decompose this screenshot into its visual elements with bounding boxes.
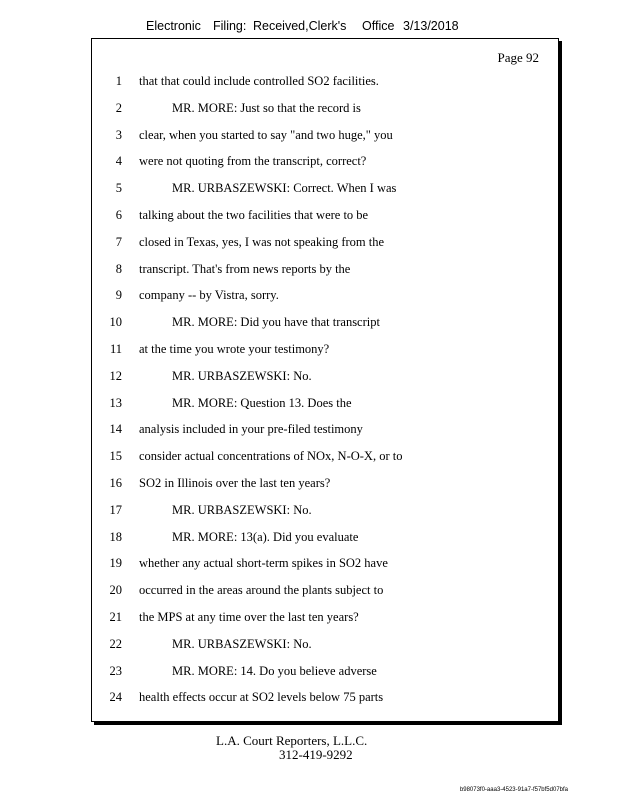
- line-text: MR. MORE: Question 13. Does the: [172, 395, 352, 410]
- line-number: 8: [115, 261, 122, 276]
- header-electronic: Electronic: [146, 19, 201, 33]
- line-text: closed in Texas, yes, I was not speaking from the: [139, 234, 385, 249]
- line-number: 22: [109, 636, 122, 651]
- line-text: MR. URBASZEWSKI: No.: [172, 636, 312, 651]
- transcript-line: [92, 556, 558, 574]
- transcript-line: [92, 476, 558, 494]
- transcript-line: [92, 181, 558, 199]
- line-number: 19: [109, 556, 122, 571]
- page-number: Page 92: [497, 50, 539, 65]
- document-id: b98073f0-aaa3-4523-91a7-f57bf5d07bfa: [459, 787, 568, 793]
- transcript-line: [92, 503, 558, 521]
- line-number: 2: [115, 100, 122, 115]
- transcript-line: [92, 637, 558, 655]
- line-number: 10: [109, 315, 122, 330]
- header-date: 3/13/2018: [403, 19, 459, 33]
- transcript-line: [92, 530, 558, 548]
- line-number: 23: [109, 663, 122, 678]
- line-text: MR. URBASZEWSKI: Correct. When I was: [172, 181, 397, 196]
- transcript-line: [92, 262, 558, 280]
- line-text: MR. MORE: Just so that the record is: [172, 100, 361, 115]
- line-text: were not quoting from the transcript, correct?: [139, 154, 367, 169]
- line-text: whether any actual short-term spikes in SO2 have: [139, 556, 388, 571]
- line-text: MR. URBASZEWSKI: No.: [172, 502, 312, 517]
- line-number: 1: [115, 74, 122, 88]
- line-text: transcript. That's from news reports by the: [139, 261, 351, 276]
- line-number: 3: [115, 127, 122, 142]
- line-number: 14: [109, 422, 122, 437]
- line-number: 9: [115, 288, 122, 303]
- line-text: MR. URBASZEWSKI: No.: [172, 368, 312, 383]
- transcript-line: [92, 690, 558, 708]
- transcript-line: [92, 610, 558, 628]
- line-number: 7: [115, 234, 122, 249]
- line-text: at the time you wrote your testimony?: [139, 342, 330, 356]
- line-text: the MPS at any time over the last ten years?: [139, 610, 359, 624]
- transcript-line: [92, 369, 558, 387]
- transcript-line: [92, 664, 558, 682]
- line-number: 12: [109, 368, 122, 383]
- transcript-line: [92, 449, 558, 467]
- line-number: 24: [109, 690, 122, 705]
- transcript-line: [92, 154, 558, 172]
- filing-header: [0, 19, 618, 37]
- transcript-line: [92, 315, 558, 333]
- transcript-line: [92, 74, 558, 92]
- line-text: company -- by Vistra, sorry.: [139, 288, 279, 303]
- line-text: that that could include controlled SO2 facilities.: [139, 74, 379, 88]
- line-text: SO2 in Illinois over the last ten years?: [139, 476, 331, 490]
- transcript-line: [92, 235, 558, 253]
- transcript-line: [92, 101, 558, 119]
- line-number: 4: [115, 154, 122, 169]
- line-text: MR. MORE: 13(a). Did you evaluate: [172, 529, 359, 544]
- line-number: 11: [109, 342, 122, 356]
- line-text: analysis included in your pre-filed testimony: [139, 422, 363, 437]
- line-number: 13: [109, 395, 122, 410]
- header-filing: Filing:: [213, 19, 247, 33]
- header-office: Office: [362, 19, 395, 33]
- line-text: talking about the two facilities that were to be: [139, 208, 369, 222]
- line-text: MR. MORE: Did you have that transcript: [172, 315, 380, 330]
- transcript-line: [92, 422, 558, 440]
- line-number: 20: [109, 583, 122, 598]
- line-text: consider actual concentrations of NOx, N-O-X, or to: [139, 449, 403, 464]
- transcript-page: [91, 38, 559, 722]
- header-received: Received,Clerk's: [253, 19, 347, 33]
- line-text: occurred in the areas around the plants subject to: [139, 583, 384, 598]
- line-number: 16: [109, 476, 122, 490]
- transcript-line: [92, 208, 558, 226]
- line-number: 17: [109, 502, 122, 517]
- line-text: clear, when you started to say "and two huge," you: [139, 127, 393, 142]
- transcript-line: [92, 583, 558, 601]
- line-text: health effects occur at SO2 levels below 75 parts: [139, 690, 384, 705]
- transcript-line: [92, 342, 558, 360]
- line-number: 6: [115, 208, 122, 222]
- transcript-line: [92, 288, 558, 306]
- line-number: 5: [115, 181, 122, 196]
- line-number: 18: [109, 529, 122, 544]
- line-number: 21: [109, 610, 122, 624]
- transcript-line: [92, 396, 558, 414]
- line-text: MR. MORE: 14. Do you believe adverse: [172, 663, 377, 678]
- line-number: 15: [109, 449, 122, 464]
- transcript-line: [92, 128, 558, 146]
- footer-company: L.A. Court Reporters, L.L.C.: [216, 733, 368, 748]
- footer-phone: 312-419-9292: [279, 747, 353, 762]
